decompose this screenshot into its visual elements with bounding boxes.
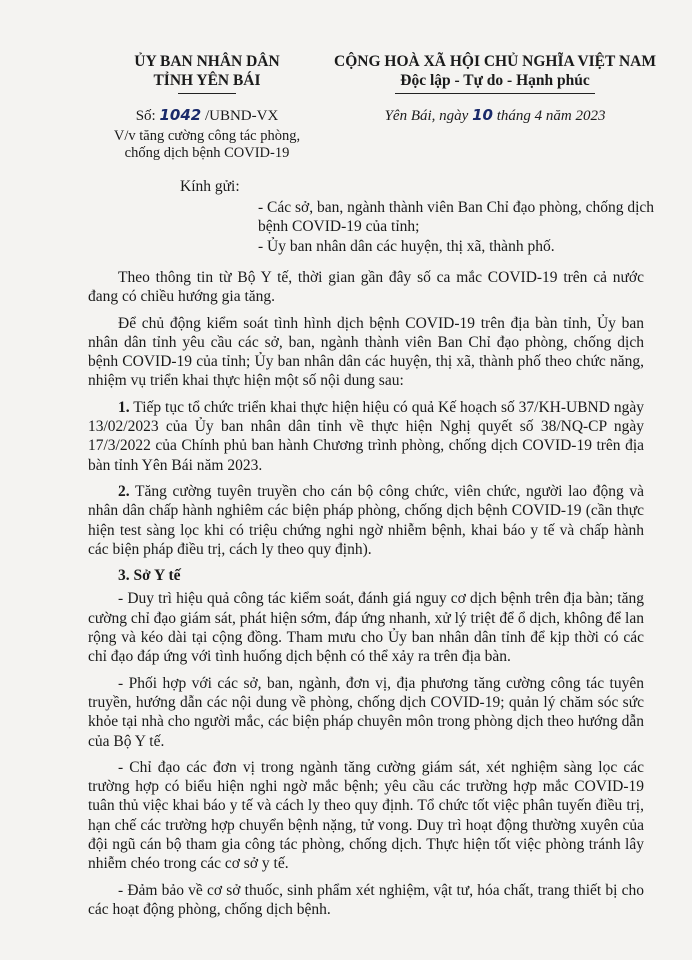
section-3-bullet-4: - Đảm bảo về cơ sở thuốc, sinh phẩm xét nghiệm, vật tư, hóa chất, trang thiết bị cho các hoạt động phòng, chống dịch bệnh. <box>88 881 644 918</box>
subject-line-2: chống dịch bệnh COVID-19 <box>124 145 290 161</box>
item-1 <box>88 398 644 475</box>
section-3-heading: 3. Sở Y tế <box>118 567 181 585</box>
document-number <box>92 106 322 125</box>
greeting: Kính gửi: <box>180 178 240 195</box>
date-prefix: Yên Bái, ngày <box>384 108 473 124</box>
document-body <box>88 268 644 926</box>
date-day-handwritten: 10 <box>472 106 493 124</box>
issuer-block <box>92 52 322 162</box>
recipient-2: - Ủy ban nhân dân các huyện, thị xã, thành phố. <box>258 238 555 255</box>
item-2 <box>88 482 644 559</box>
date-suffix: tháng 4 năm 2023 <box>492 108 606 124</box>
national-header <box>330 52 660 125</box>
item-2-text: Tăng cường tuyên truyền cho cán bộ công chức, viên chức, người lao động và nhân dân chấp hành nghiêm các biện pháp phòng, chống dịch bệnh COVID-19 (cần thực hiện test sàng lọc khi có triệu chứng nghi ngờ nhiễm bệnh, khai báo y tế và chấp hành các biện pháp điều trị, cách ly theo quy định). <box>88 482 644 558</box>
section-3-bullet-1: - Duy trì hiệu quả công tác kiểm soát, đánh giá nguy cơ dịch bệnh trên địa bàn; tăng cường chỉ đạo giám sát, phát hiện sớm, đáp ứng nhanh, xử lý triệt để ổ dịch, không để lan rộng và kéo dài tại cộng đồng. Tham mưu cho Ủy ban nhân dân tỉnh để kịp thời có các chỉ đạo đáp ứng với tình huống dịch bệnh có thể xảy ra trên địa bàn. <box>88 590 644 666</box>
paragraph-request: Để chủ động kiểm soát tình hình dịch bệnh COVID-19 trên địa bàn tỉnh, Ủy ban nhân dân tỉnh yêu cầu các sở, ban, ngành thành viên Ban Chỉ đạo phòng, chống dịch bệnh COVID-19 của tỉnh; Ủy ban nhân dân các huyện, thị xã, thành phố theo chức năng, nhiệm vụ triển khai thực hiện một số nội dung sau: <box>88 314 644 390</box>
section-3-bullet-2: - Phối hợp với các sở, ban, ngành, đơn vị, địa phương tăng cường công tác tuyên truyền, hướng dẫn các nội dung về phòng, chống dịch COVID-19; quản lý chăm sóc sức khỏe tại nhà cho người mắc, các biện pháp chuyên môn trong phòng dịch theo hướng dẫn của Bộ Y tế. <box>88 674 644 750</box>
issuer-name: ỦY BAN NHÂN DÂN <box>134 53 280 70</box>
docno-handwritten: 1042 <box>159 106 202 124</box>
issuer-province: TỈNH YÊN BÁI <box>153 72 261 89</box>
nation-title: CỘNG HOÀ XÃ HỘI CHỦ NGHĨA VIỆT NAM <box>334 53 656 70</box>
item-1-text: Tiếp tục tổ chức triển khai thực hiện hiệu có quả Kế hoạch số 37/KH-UBND ngày 13/02/2023 của Ủy ban nhân dân tỉnh về thực hiện Nghị quyết số 38/NQ-CP ngày 17/3/2022 của Chính phủ ban hành Chương trình phòng, chống dịch COVID-19 trên địa bàn tỉnh Yên Bái năm 2023. <box>88 398 644 474</box>
docno-prefix: Số: <box>135 108 160 124</box>
issue-date <box>330 106 660 125</box>
item-1-number: 1. <box>118 398 130 416</box>
issuer-underline <box>178 93 236 94</box>
subject-line-1: V/v tăng cường công tác phòng, <box>113 128 301 144</box>
section-3-bullet-3: - Chỉ đạo các đơn vị trong ngành tăng cường giám sát, xét nghiệm sàng lọc các trường hợp có biểu hiện nghi ngờ mắc bệnh; yêu cầu các trường hợp mắc COVID-19 tuân thủ việc khai báo y tế và cách ly theo quy định. Tổ chức tốt việc phân tuyến điều trị, hạn chế các trường hợp chuyển bệnh nặng, tử vong. Duy trì hoạt động thường xuyên của đội ngũ cán bộ tham gia công tác phòng, chống dịch. Thực hiện tốt việc phòng tránh lây nhiễm chéo trong các cơ sở y tế. <box>88 758 644 873</box>
recipient-1: - Các sở, ban, ngành thành viên Ban Chỉ đạo phòng, chống dịch bệnh COVID-19 của tỉnh; <box>258 199 655 235</box>
docno-suffix: /UBND-VX <box>201 108 279 124</box>
paragraph-intro: Theo thông tin từ Bộ Y tế, thời gian gần đây số ca mắc COVID-19 trên cả nước đang có chiều hướng gia tăng. <box>88 269 644 306</box>
item-2-number: 2. <box>118 482 130 500</box>
national-motto: Độc lập - Tự do - Hạnh phúc <box>400 72 590 89</box>
motto-underline <box>395 93 595 94</box>
